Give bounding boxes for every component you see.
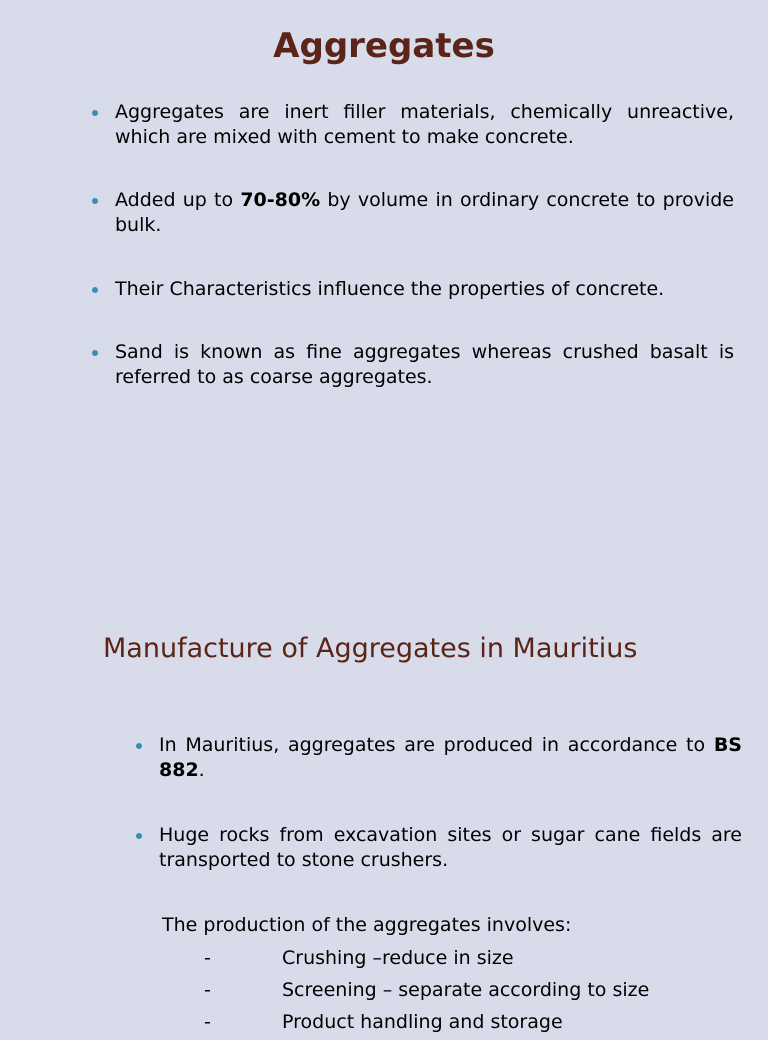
bullet-text: Added up to	[115, 189, 241, 211]
manufacture-bullet-list	[134, 733, 742, 873]
section-title: Manufacture of Aggregates in Mauritius	[103, 633, 638, 664]
bullet-item	[134, 823, 742, 873]
bullet-dot-icon	[136, 743, 142, 749]
bullet-text: Sand is known as fine aggregates whereas crushed basalt is referred to as coarse aggregates.	[115, 341, 734, 388]
step-text: Product handling and storage	[282, 1011, 563, 1033]
bullet-item	[90, 100, 734, 150]
bullet-text: Their Characteristics influence the properties of concrete.	[115, 278, 665, 300]
bullet-item	[90, 188, 734, 238]
bullet-bold-text: BS 882	[159, 734, 742, 781]
step-text: Screening – separate according to size	[282, 979, 650, 1001]
bullet-text: In Mauritius, aggregates are produced in accordance to	[159, 734, 714, 756]
bullet-dot-icon	[136, 833, 142, 839]
bullet-dot-icon	[92, 287, 98, 293]
bullet-bold-text: 70-80%	[240, 189, 321, 211]
bullet-text: Aggregates are inert filler materials, chemically unreactive, which are mixed with cement to make concrete.	[115, 101, 734, 148]
bullet-text: .	[198, 759, 205, 781]
bullet-dot-icon	[92, 110, 98, 116]
step-dash: -	[204, 979, 211, 1001]
process-intro: The production of the aggregates involves:	[162, 914, 572, 936]
bullet-text: Huge rocks from excavation sites or sugar cane fields are transported to stone crushers.	[159, 824, 742, 871]
step-text: Crushing –reduce in size	[282, 947, 514, 969]
bullet-item	[90, 277, 734, 302]
step-dash: -	[204, 1011, 211, 1033]
bullet-item	[90, 340, 734, 390]
bullet-dot-icon	[92, 350, 98, 356]
bullet-dot-icon	[92, 198, 98, 204]
aggregates-bullet-list	[90, 100, 734, 390]
bullet-item	[134, 733, 742, 783]
slide-title: Aggregates	[273, 26, 495, 66]
step-dash: -	[204, 947, 211, 969]
bullet-text: by volume in ordinary concrete to provide bulk.	[115, 189, 734, 236]
